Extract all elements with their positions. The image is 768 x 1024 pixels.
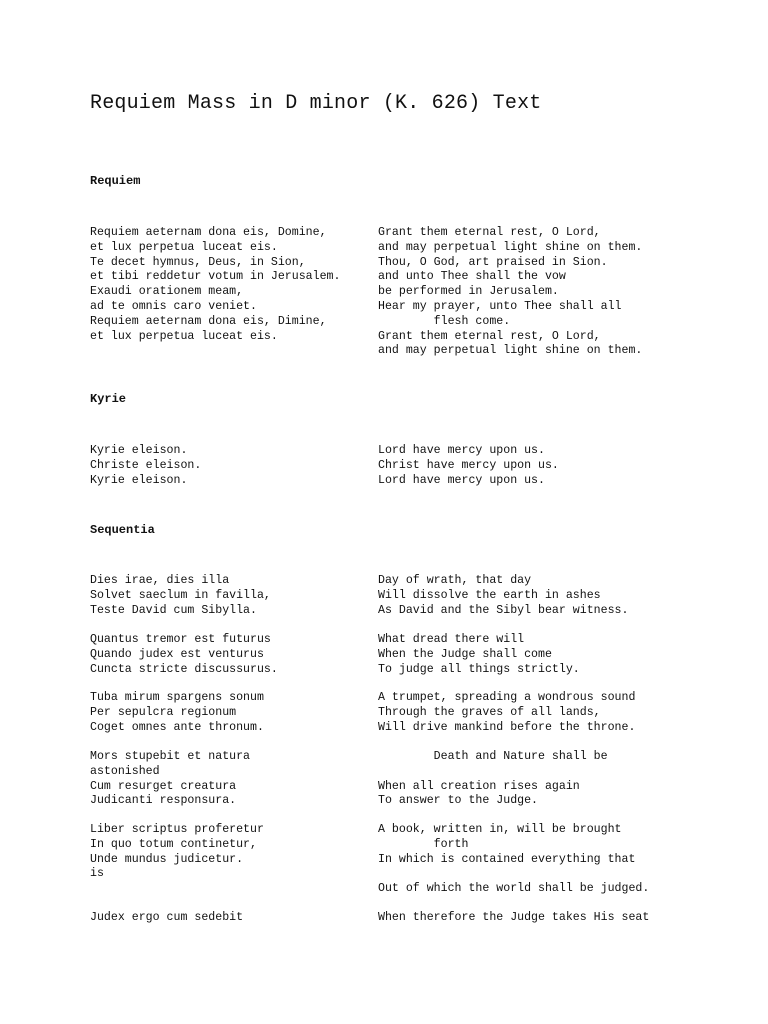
english-stanza-dies-irae: Day of wrath, that day Will dissolve the earth in ashes As David and the Sibyl bear witness.	[378, 574, 629, 617]
document-title: Requiem Mass in D minor (K. 626) Text	[90, 92, 542, 115]
english-stanza-mors-stupebit: Death and Nature shall be When all creation rises again To answer to the Judge.	[378, 750, 608, 808]
latin-stanza-quantus-tremor: Quantus tremor est futurus Quando judex est venturus Cuncta stricte discussurus.	[90, 633, 278, 676]
latin-stanza-judex-ergo: Judex ergo cum sedebit	[90, 911, 244, 924]
section-heading-sequentia: Sequentia	[90, 523, 155, 537]
latin-stanza-liber-scriptus: Liber scriptus proferetur In quo totum continetur, Unde mundus judicetur. is	[90, 823, 264, 881]
english-text-requiem: Grant them eternal rest, O Lord, and may perpetual light shine on them. Thou, O God, art praised in Sion. and unto Thee shall the vow be performed in Jerusalem. Hear my prayer, unto Thee shall all flesh come. Grant them eternal rest, O Lord, and may perpetual light shine on them.	[378, 226, 643, 358]
english-stanza-liber-scriptus: A book, written in, will be brought forth In which is contained everything that Out of which the world shall be judged.	[378, 823, 650, 896]
section-heading-kyrie: Kyrie	[90, 392, 127, 406]
section-heading-requiem: Requiem	[90, 174, 141, 188]
english-text-kyrie: Lord have mercy upon us. Christ have mercy upon us. Lord have mercy upon us.	[378, 444, 559, 487]
latin-stanza-tuba-mirum: Tuba mirum spargens sonum Per sepulcra regionum Coget omnes ante thronum.	[90, 691, 264, 734]
latin-stanza-dies-irae: Dies irae, dies illa Solvet saeclum in favilla, Teste David cum Sibylla.	[90, 574, 271, 617]
english-stanza-quantus-tremor: What dread there will When the Judge shall come To judge all things strictly.	[378, 633, 580, 676]
latin-text-requiem: Requiem aeternam dona eis, Domine, et lux perpetua luceat eis. Te decet hymnus, Deus, in Sion, et tibi reddetur votum in Jerusalem. Exaudi orationem meam, ad te omnis caro veniet. Requiem aeternam dona eis, Dimine, et lux perpetua luceat eis.	[90, 226, 341, 343]
latin-text-kyrie: Kyrie eleison. Christe eleison. Kyrie eleison.	[90, 444, 202, 487]
english-stanza-tuba-mirum: A trumpet, spreading a wondrous sound Through the graves of all lands, Will drive mankind before the throne.	[378, 691, 636, 734]
english-stanza-judex-ergo: When therefore the Judge takes His seat	[378, 911, 650, 924]
latin-stanza-mors-stupebit: Mors stupebit et natura astonished Cum resurget creatura Judicanti responsura.	[90, 750, 251, 808]
